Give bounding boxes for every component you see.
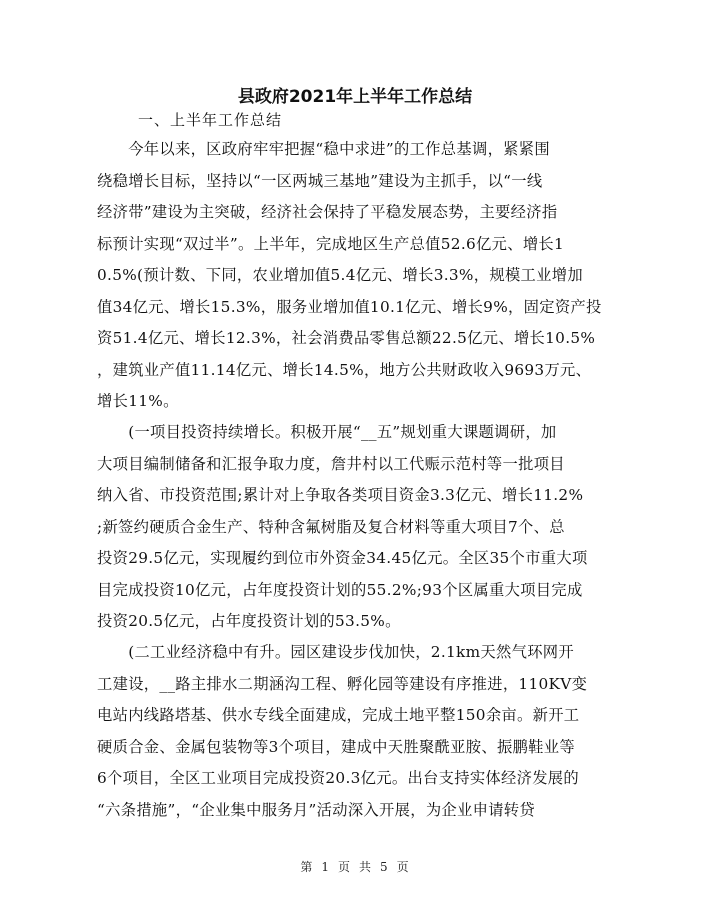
paragraph-line: (一项目投资持续增长。积极开展“__五”规划重大课题调研，加 <box>97 423 557 441</box>
paragraph-line: 绕稳增长目标，坚持以“一区两城三基地”建设为主抓手，以“一线 <box>97 171 543 190</box>
paragraph-line: 大项目编制储备和汇报争取力度，詹井村以工代赈示范村等一批项目 <box>97 454 565 473</box>
document-title: 县政府2021年上半年工作总结 <box>237 87 473 107</box>
paragraph-line: 投资20.5亿元，占年度投资计划的53.5%。 <box>97 612 401 630</box>
page-label-mid: 页 <box>337 860 351 874</box>
paragraph-overview <box>97 134 607 418</box>
paragraph-line: 经济带”建设为主突破，经济社会保持了平稳发展态势，主要经济指 <box>97 203 558 221</box>
paragraph-line: 6个项目，全区工业项目完成投资20.3亿元。出台支持实体经济发展的 <box>97 769 580 787</box>
paragraph-line: 硬质合金、金属包装物等3个项目，建成中天胜聚酰亚胺、振鹏鞋业等 <box>97 737 575 756</box>
paragraph-line: 工建设，__路主排水二期涵沟工程、孵化园等建设有序推进，110KV变 <box>97 674 588 693</box>
paragraph-project-investment <box>97 417 607 638</box>
paragraph-line: “六条措施”，“企业集中服务月”活动深入开展，为企业申请转贷 <box>97 800 536 819</box>
page-footer <box>0 858 710 876</box>
paragraph-line: 0.5%(预计数、下同，农业增加值5.4亿元、增长3.3%，规模工业增加 <box>97 266 583 284</box>
paragraph-line: (二工业经济稳中有升。园区建设步伐加快，2.1km天然气环网开 <box>97 643 574 661</box>
paragraph-line: ，建筑业产值11.14亿元、增长14.5%，地方公共财政收入9693万元、 <box>97 360 592 379</box>
total-pages: 5 <box>380 860 389 874</box>
paragraph-line: 值34亿元、增长15.3%，服务业增加值10.1亿元、增长9%，固定资产投 <box>97 297 602 316</box>
total-prefix: 共 <box>359 860 373 874</box>
paragraph-line: 今年以来，区政府牢牢把握“稳中求进”的工作总基调，紧紧围 <box>97 140 550 158</box>
paragraph-line: 纳入省、市投资范围;累计对上争取各类项目资金3.3亿元、增长11.2% <box>97 486 584 504</box>
paragraph-line: 投资29.5亿元，实现履约到位市外资金34.45亿元。全区35个市重大项 <box>97 549 588 567</box>
paragraph-line: 目完成投资10亿元，占年度投资计划的55.2%;93个区属重大项目完成 <box>97 580 583 599</box>
paragraph-line: 增长11%。 <box>97 392 179 410</box>
section-heading: 一、上半年工作总结 <box>138 111 283 129</box>
paragraph-line: 标预计实现“双过半”。上半年，完成地区生产总值52.6亿元、增长1 <box>97 234 565 253</box>
page-number: 1 <box>321 860 330 874</box>
paragraph-line: ;新签约硬质合金生产、特种含氟树脂及复合材料等重大项目7个、总 <box>97 517 565 536</box>
total-suffix: 页 <box>396 860 410 874</box>
paragraph-line: 资51.4亿元、增长12.3%，社会消费品零售总额22.5亿元、增长10.5% <box>97 329 596 347</box>
paragraph-industrial-economy <box>97 637 607 826</box>
page-label-prefix: 第 <box>300 860 314 874</box>
paragraph-line: 电站内线路塔基、供水专线全面建成，完成土地平整150余亩。新开工 <box>97 706 580 724</box>
